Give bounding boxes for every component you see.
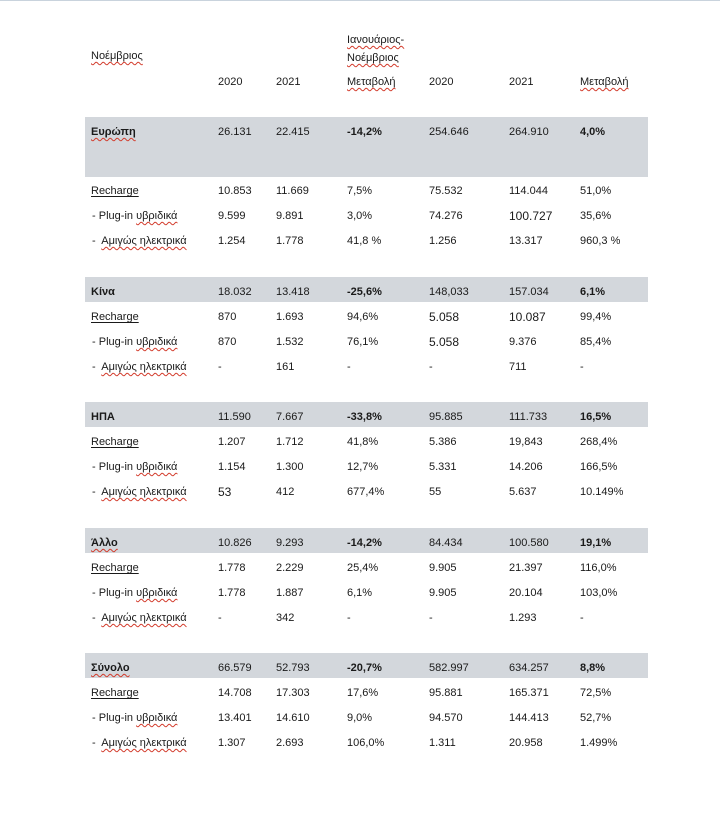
row-value: 5.386 <box>429 436 457 448</box>
row-value: - <box>580 361 584 373</box>
row-value: 13.401 <box>218 712 252 724</box>
row-value: 1.778 <box>218 562 246 574</box>
row-value: 1.207 <box>218 436 246 448</box>
row-value: 75.532 <box>429 185 463 197</box>
row-label <box>89 586 177 600</box>
row-value: 1.778 <box>276 235 304 247</box>
row-value: 7,5% <box>347 185 373 197</box>
row-value: 9.905 <box>429 562 457 574</box>
row-value: 1.154 <box>218 461 246 473</box>
row-value: 41,8 % <box>347 235 382 247</box>
row-value: 144.413 <box>509 712 549 724</box>
row-value: 711 <box>509 361 527 373</box>
region-value: 22.415 <box>276 126 310 138</box>
region-value: 4,0% <box>580 126 606 138</box>
row-value: 677,4% <box>347 486 385 498</box>
row-value: 103,0% <box>580 587 618 599</box>
region-value: 111.733 <box>509 411 548 423</box>
row-value: - <box>347 612 351 624</box>
row-value: 85,4% <box>580 336 612 348</box>
row-value: 55 <box>429 486 442 498</box>
row-value: 1.778 <box>218 587 246 599</box>
region-value: 148,033 <box>429 286 469 298</box>
region-value: -33,8% <box>347 411 382 423</box>
header-year-2021-ytd: 2021 <box>509 76 534 88</box>
row-value: 10.853 <box>218 185 252 197</box>
row-value: 10.087 <box>509 310 546 324</box>
row-value: 12,7% <box>347 461 379 473</box>
row-value: 9.599 <box>218 210 246 222</box>
row-value: 161 <box>276 361 295 373</box>
region-value: -14,2% <box>347 126 382 138</box>
row-value: 20.958 <box>509 737 543 749</box>
row-value: 6,1% <box>347 587 373 599</box>
row-value: - <box>580 612 584 624</box>
row-value: 9,0% <box>347 712 373 724</box>
row-label-recharge: Recharge <box>91 562 139 574</box>
region-value: 84.434 <box>429 537 463 549</box>
row-value: 1.307 <box>218 737 246 749</box>
row-label-prefix: - <box>89 235 102 247</box>
row-value: 17,6% <box>347 687 379 699</box>
row-label <box>89 209 177 223</box>
row-label-text: Αμιγώς ηλεκτρικά <box>101 486 187 498</box>
row-value: 1.293 <box>509 612 537 624</box>
row-value: 95.881 <box>429 687 463 699</box>
region-value: 26.131 <box>218 126 252 138</box>
row-value: 412 <box>276 486 295 498</box>
row-value: 74.276 <box>429 210 463 222</box>
row-value: - <box>429 612 433 624</box>
region-value: 9.293 <box>276 537 304 549</box>
region-value: 52.793 <box>276 662 310 674</box>
row-value: 5.058 <box>429 335 460 349</box>
row-label-recharge: Recharge <box>91 687 139 699</box>
row-label-text: Αμιγώς ηλεκτρικά <box>101 612 187 624</box>
row-value: 9.891 <box>276 210 304 222</box>
row-value: 13.317 <box>509 235 543 247</box>
row-value: 1.311 <box>429 737 456 749</box>
row-value: 9.905 <box>429 587 457 599</box>
row-value: 1.256 <box>429 235 457 247</box>
row-value: 76,1% <box>347 336 379 348</box>
region-value: 6,1% <box>580 286 606 298</box>
row-value: 99,4% <box>580 311 612 323</box>
region-value: 10.826 <box>218 537 252 549</box>
row-label <box>89 360 187 374</box>
row-value: 166,5% <box>580 461 618 473</box>
row-label-recharge: Recharge <box>91 311 139 323</box>
header-year-2021: 2021 <box>276 76 301 88</box>
row-value: 94.570 <box>429 712 463 724</box>
row-label-text: υβριδικά <box>136 461 178 473</box>
region-value: 157.034 <box>509 286 549 298</box>
row-label-prefix: - <box>89 737 102 749</box>
row-label-prefix: - Plug-in <box>89 587 137 599</box>
row-value: 53 <box>218 485 232 499</box>
row-label-text: υβριδικά <box>136 210 178 222</box>
row-label-prefix: - Plug-in <box>89 461 137 473</box>
row-value: 51,0% <box>580 185 612 197</box>
row-label <box>89 234 187 248</box>
row-label-text: Αμιγώς ηλεκτρικά <box>101 737 187 749</box>
row-value: 1.887 <box>276 587 304 599</box>
row-value: 94,6% <box>347 311 379 323</box>
row-label-prefix: - Plug-in <box>89 336 137 348</box>
region-value: 16,5% <box>580 411 612 423</box>
row-value: 1.532 <box>276 336 304 348</box>
row-value: 72,5% <box>580 687 612 699</box>
row-label-prefix: - Plug-in <box>89 210 137 222</box>
row-label-prefix: - Plug-in <box>89 712 137 724</box>
region-value: 13.418 <box>276 286 310 298</box>
row-label-text: υβριδικά <box>136 587 178 599</box>
region-value: 18.032 <box>218 286 252 298</box>
region-value: 11.590 <box>218 411 251 423</box>
row-label-prefix: - <box>89 612 102 624</box>
region-value: 95.885 <box>429 411 463 423</box>
region-label: Σύνολο <box>91 662 130 674</box>
row-value: 2.229 <box>276 562 304 574</box>
row-value: 11.669 <box>276 185 309 197</box>
region-value: 634.257 <box>509 662 549 674</box>
row-value: 2.693 <box>276 737 304 749</box>
row-value: 870 <box>218 311 237 323</box>
header-period-nov: Νοέμβριος <box>347 52 399 64</box>
region-label: Κίνα <box>91 286 115 298</box>
row-value: 5.637 <box>509 486 537 498</box>
row-label-prefix: - <box>89 361 102 373</box>
row-value: 9.376 <box>509 336 537 348</box>
row-value: 1.693 <box>276 311 304 323</box>
row-value: - <box>218 612 222 624</box>
row-value: 5.058 <box>429 310 460 324</box>
row-label-text: υβριδικά <box>136 336 178 348</box>
header-change: Μεταβολή <box>347 76 396 88</box>
row-value: 25,4% <box>347 562 379 574</box>
row-label-prefix: - <box>89 486 102 498</box>
row-value: - <box>218 361 222 373</box>
row-value: - <box>429 361 433 373</box>
row-label-text: Αμιγώς ηλεκτρικά <box>101 235 187 247</box>
region-value: 582.997 <box>429 662 469 674</box>
row-value: 19,843 <box>509 436 543 448</box>
region-value: 66.579 <box>218 662 252 674</box>
row-label <box>89 335 177 349</box>
row-value: 21.397 <box>509 562 543 574</box>
region-value: -25,6% <box>347 286 382 298</box>
region-value: -14,2% <box>347 537 382 549</box>
row-label-text: Αμιγώς ηλεκτρικά <box>101 361 187 373</box>
row-value: 41,8% <box>347 436 379 448</box>
header-year-2020: 2020 <box>218 76 243 88</box>
region-value: 100.580 <box>509 537 549 549</box>
row-value: 870 <box>218 336 237 348</box>
row-value: 5.331 <box>429 461 457 473</box>
row-value: 114.044 <box>509 185 548 197</box>
row-label <box>89 736 187 750</box>
region-label: Άλλο <box>91 537 118 549</box>
row-value: 100.727 <box>509 209 553 223</box>
row-value: 116,0% <box>580 562 617 574</box>
row-value: 1.300 <box>276 461 304 473</box>
row-value: 14.610 <box>276 712 310 724</box>
row-value: 342 <box>276 612 295 624</box>
row-label-text: υβριδικά <box>136 712 178 724</box>
row-value: 17.303 <box>276 687 310 699</box>
row-label-recharge: Recharge <box>91 185 139 197</box>
row-value: 268,4% <box>580 436 618 448</box>
row-value: 20.104 <box>509 587 543 599</box>
row-label-recharge: Recharge <box>91 436 139 448</box>
region-value: 8,8% <box>580 662 606 674</box>
region-value: 7.667 <box>276 411 304 423</box>
region-label: Ευρώπη <box>91 126 136 138</box>
row-value: 14.708 <box>218 687 252 699</box>
region-value: 254.646 <box>429 126 469 138</box>
row-value: - <box>347 361 351 373</box>
row-label <box>89 611 187 625</box>
row-value: 14.206 <box>509 461 543 473</box>
row-label <box>89 485 187 499</box>
header-year-2020-ytd: 2020 <box>429 76 454 88</box>
region-value: 19,1% <box>580 537 612 549</box>
row-value: 1.712 <box>276 436 304 448</box>
region-value: -20,7% <box>347 662 382 674</box>
row-value: 10.149% <box>580 486 624 498</box>
row-label <box>89 711 177 725</box>
row-value: 1.499% <box>580 737 618 749</box>
region-value: 264.910 <box>509 126 549 138</box>
header-period-jan: Ιανουάριος- <box>347 34 405 46</box>
row-label <box>89 460 177 474</box>
row-value: 960,3 % <box>580 235 621 247</box>
row-value: 52,7% <box>580 712 612 724</box>
header-change-ytd: Μεταβολή <box>580 76 629 88</box>
row-value: 1.254 <box>218 235 246 247</box>
row-value: 3,0% <box>347 210 373 222</box>
row-value: 165.371 <box>509 687 549 699</box>
header-period-november: Νοέμβριος <box>91 50 143 62</box>
row-value: 35,6% <box>580 210 612 222</box>
region-label: ΗΠΑ <box>91 411 115 423</box>
row-value: 106,0% <box>347 737 385 749</box>
